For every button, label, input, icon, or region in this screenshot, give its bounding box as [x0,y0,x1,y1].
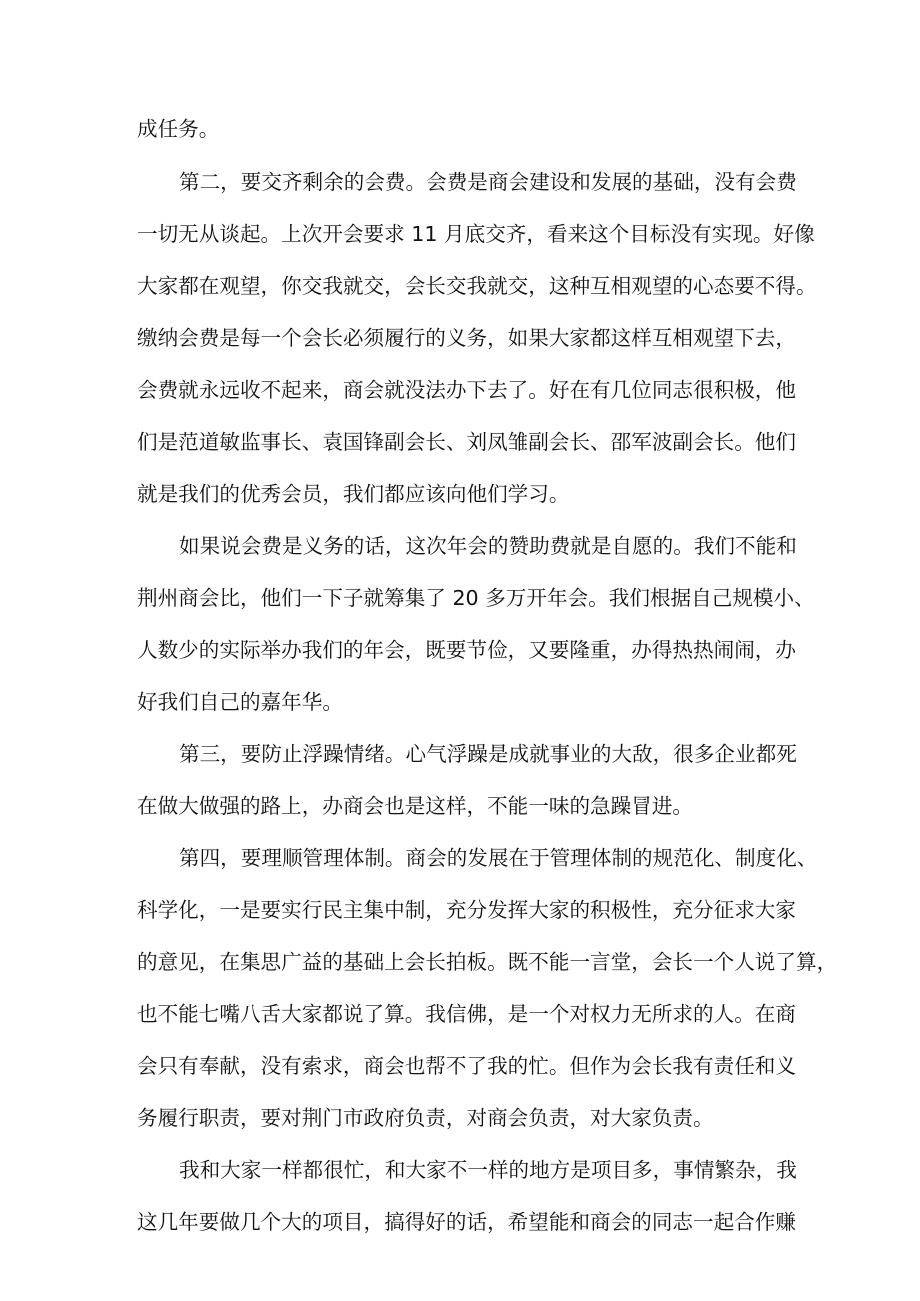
text-line: 也不能七嘴八舌大家都说了算。我信佛，是一个对权力无所求的人。在商 [137,1002,796,1026]
text-line: 在做大做强的路上，办商会也是这样，不能一味的急躁冒进。 [137,794,694,818]
text-line: 荆州商会比，他们一下子就筹集了 20 多万开年会。我们根据自己规模小、 [137,586,815,610]
text-line: 大家都在观望，你交我就交，会长交我就交，这种互相观望的心态要不得。 [137,274,817,298]
text-line: 一切无从谈起。上次开会要求 11 月底交齐，看来这个目标没有实现。好像 [137,222,815,246]
text-line: 就是我们的优秀会员，我们都应该向他们学习。 [137,482,570,506]
text-line: 的意见，在集思广益的基础上会长拍板。既不能一言堂，会长一个人说了算， [137,950,838,974]
text-line: 缴纳会费是每一个会长必须履行的义务，如果大家都这样互相观望下去， [137,326,796,350]
paragraph-first-line: 第三，要防止浮躁情绪。心气浮躁是成就事业的大敌，很多企业都死 [179,742,797,766]
text-line: 人数少的实际举办我们的年会，既要节俭，又要隆重，办得热热闹闹，办 [137,638,796,662]
text-line: 们是范道敏监事长、袁国锋副会长、刘凤雏副会长、邵军波副会长。他们 [137,430,796,454]
text-line: 这几年要做几个大的项目，搞得好的话，希望能和商会的同志一起合作赚 [137,1210,796,1234]
paragraph-first-line: 第四，要理顺管理体制。商会的发展在于管理体制的规范化、制度化、 [179,846,818,870]
text-line: 好我们自己的嘉年华。 [137,690,343,714]
text-line: 成任务。 [137,117,220,141]
paragraph-first-line: 如果说会费是义务的话，这次年会的赞助费就是自愿的。我们不能和 [179,534,797,558]
text-line: 科学化，一是要实行民主集中制，充分发挥大家的积极性，充分征求大家 [137,898,796,922]
paragraph-first-line: 第二，要交齐剩余的会费。会费是商会建设和发展的基础，没有会费 [179,170,797,194]
text-line: 会费就永远收不起来，商会就没法办下去了。好在有几位同志很积极，他 [137,378,796,402]
paragraph-first-line: 我和大家一样都很忙，和大家不一样的地方是项目多，事情繁杂，我 [179,1158,797,1182]
text-line: 务履行职责，要对荆门市政府负责，对商会负责，对大家负责。 [137,1106,714,1130]
text-line: 会只有奉献，没有索求，商会也帮不了我的忙。但作为会长我有责任和义 [137,1054,796,1078]
